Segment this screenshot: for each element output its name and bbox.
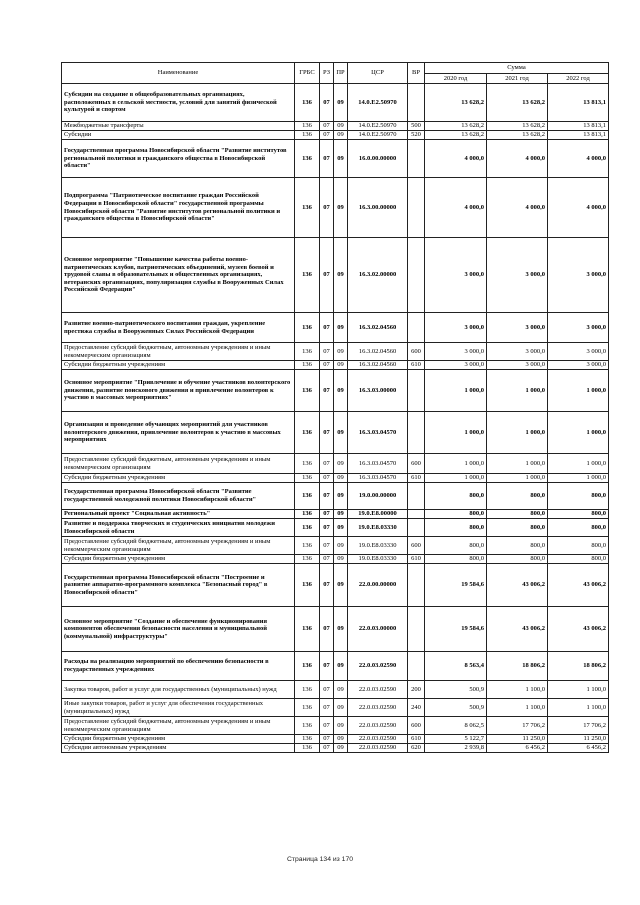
row-csr: 16.3.03.00000 [348,370,408,412]
row-amount-2020: 800,0 [425,510,487,519]
row-amount-2021: 13 628,2 [487,122,548,131]
row-pr: 09 [334,699,348,717]
row-grbs: 136 [295,483,320,510]
row-amount-2022: 43 006,2 [548,607,609,652]
row-rz: 07 [320,717,334,735]
row-amount-2021: 800,0 [487,537,548,555]
row-csr: 19.0.E8.00000 [348,510,408,519]
row-amount-2020: 3 000,0 [425,313,487,343]
row-pr: 09 [334,178,348,238]
row-amount-2020: 2 939,8 [425,744,487,753]
row-rz: 07 [320,652,334,681]
row-name: Субсидии на создание в общеобразовательных организациях, расположенных в сельской местности, условий для занятий физической культурой и спортом [62,84,295,122]
row-vr [408,607,425,652]
table-row [62,537,609,555]
row-amount-2022: 1 100,0 [548,699,609,717]
table-row [62,474,609,483]
table-row [62,555,609,564]
row-vr: 600 [408,454,425,474]
table-row [62,140,609,178]
row-amount-2022: 13 813,1 [548,122,609,131]
row-csr: 16.0.00.00000 [348,140,408,178]
row-vr: 610 [408,555,425,564]
row-amount-2021: 1 000,0 [487,474,548,483]
header-csr: ЦСР [348,63,408,84]
row-vr: 520 [408,131,425,140]
row-csr: 16.3.02.04560 [348,361,408,370]
row-name: Основное мероприятие "Привлечение и обучение участников волонтерского движения, развитие поискового движения и привлечение волонтеров к участию в массовых мероприятиях" [62,370,295,412]
row-rz: 07 [320,84,334,122]
row-name: Предоставление субсидий бюджетным, автономным учреждениям и иным некоммерческим организациям [62,343,295,361]
row-csr: 19.0.00.00000 [348,483,408,510]
row-name: Предоставление субсидий бюджетным, автономным учреждениям и иным некоммерческим организациям [62,717,295,735]
row-amount-2021: 800,0 [487,483,548,510]
row-pr: 09 [334,744,348,753]
table-row [62,178,609,238]
row-amount-2022: 3 000,0 [548,313,609,343]
table-header-row-1 [62,63,609,74]
row-amount-2020: 800,0 [425,537,487,555]
table-row [62,699,609,717]
row-name: Субсидии бюджетным учреждениям [62,474,295,483]
row-vr [408,652,425,681]
table-row [62,454,609,474]
row-rz: 07 [320,122,334,131]
row-rz: 07 [320,744,334,753]
row-grbs: 136 [295,564,320,607]
row-pr: 09 [334,717,348,735]
table-row [62,412,609,454]
row-rz: 07 [320,555,334,564]
row-amount-2022: 800,0 [548,537,609,555]
row-rz: 07 [320,474,334,483]
table-row [62,370,609,412]
row-pr: 09 [334,483,348,510]
row-rz: 07 [320,483,334,510]
row-grbs: 136 [295,510,320,519]
table-row [62,84,609,122]
row-name: Закупка товаров, работ и услуг для государственных (муниципальных) нужд [62,681,295,699]
row-grbs: 136 [295,454,320,474]
row-pr: 09 [334,735,348,744]
row-amount-2020: 500,9 [425,699,487,717]
row-rz: 07 [320,178,334,238]
row-pr: 09 [334,681,348,699]
row-amount-2021: 1 000,0 [487,454,548,474]
row-vr [408,412,425,454]
row-rz: 07 [320,564,334,607]
row-name: Субсидии [62,131,295,140]
row-amount-2022: 1 100,0 [548,681,609,699]
row-amount-2020: 4 000,0 [425,140,487,178]
row-vr [408,483,425,510]
row-vr [408,510,425,519]
header-vr: ВР [408,63,425,84]
row-rz: 07 [320,519,334,537]
row-csr: 22.0.03.02590 [348,744,408,753]
row-csr: 14.0.E2.50970 [348,84,408,122]
row-csr: 14.0.E2.50970 [348,122,408,131]
row-pr: 09 [334,519,348,537]
row-csr: 22.0.00.00000 [348,564,408,607]
row-pr: 09 [334,343,348,361]
row-vr [408,238,425,313]
row-rz: 07 [320,607,334,652]
row-amount-2022: 43 006,2 [548,564,609,607]
row-amount-2020: 13 628,2 [425,122,487,131]
row-amount-2022: 3 000,0 [548,361,609,370]
table-row [62,607,609,652]
row-amount-2020: 1 000,0 [425,412,487,454]
row-amount-2020: 8 062,5 [425,717,487,735]
row-name: Основное мероприятие "Создание и обеспечение функционирования компонентов обеспечения безопасности населения и муниципальной (коммунальной) инфраструктуры" [62,607,295,652]
row-vr: 600 [408,343,425,361]
row-name: Государственная программа Новосибирской области "Построение и развитие аппаратно-программного комплекса "Безопасный город" в Новосибирской области" [62,564,295,607]
row-amount-2020: 19 584,6 [425,607,487,652]
row-name: Субсидии бюджетным учреждениям [62,361,295,370]
row-amount-2021: 13 628,2 [487,131,548,140]
table-row [62,519,609,537]
row-amount-2020: 8 563,4 [425,652,487,681]
row-amount-2020: 13 628,2 [425,131,487,140]
row-amount-2022: 1 000,0 [548,370,609,412]
row-grbs: 136 [295,370,320,412]
table-row [62,652,609,681]
row-amount-2020: 800,0 [425,555,487,564]
row-grbs: 136 [295,519,320,537]
row-rz: 07 [320,343,334,361]
row-amount-2022: 11 250,0 [548,735,609,744]
row-grbs: 136 [295,537,320,555]
row-grbs: 136 [295,699,320,717]
row-grbs: 136 [295,652,320,681]
row-csr: 16.3.02.00000 [348,238,408,313]
row-amount-2021: 43 006,2 [487,564,548,607]
table-row [62,564,609,607]
row-amount-2022: 4 000,0 [548,178,609,238]
row-grbs: 136 [295,735,320,744]
row-vr: 200 [408,681,425,699]
row-grbs: 136 [295,140,320,178]
budget-table [61,62,609,753]
row-amount-2021: 3 000,0 [487,238,548,313]
row-grbs: 136 [295,607,320,652]
header-sum: Сумма [425,63,609,74]
row-name: Государственная программа Новосибирской области "Развитие институтов региональной политики и гражданского общества в Новосибирской области" [62,140,295,178]
row-amount-2020: 1 000,0 [425,454,487,474]
row-amount-2020: 3 000,0 [425,361,487,370]
row-rz: 07 [320,699,334,717]
row-csr: 22.0.03.02590 [348,652,408,681]
table-row [62,510,609,519]
row-amount-2020: 800,0 [425,483,487,510]
row-amount-2021: 800,0 [487,510,548,519]
row-amount-2021: 1 000,0 [487,412,548,454]
row-rz: 07 [320,131,334,140]
row-amount-2020: 5 122,7 [425,735,487,744]
row-amount-2022: 800,0 [548,519,609,537]
row-pr: 09 [334,564,348,607]
row-vr: 600 [408,717,425,735]
table-row [62,744,609,753]
row-name: Субсидии бюджетным учреждениям [62,555,295,564]
row-name: Предоставление субсидий бюджетным, автономным учреждениям и иным некоммерческим организациям [62,454,295,474]
row-amount-2020: 1 000,0 [425,370,487,412]
row-amount-2020: 19 584,6 [425,564,487,607]
row-amount-2022: 13 813,1 [548,84,609,122]
row-name: Межбюджетные трансферты [62,122,295,131]
row-pr: 09 [334,122,348,131]
row-name: Подпрограмма "Патриотическое воспитание граждан Российской Федерации в Новосибирской области" государственной программы Новосибирской области "Развитие институтов региональной политики и гражданского общества в Новосибирской области" [62,178,295,238]
row-amount-2021: 800,0 [487,555,548,564]
row-csr: 14.0.E2.50970 [348,131,408,140]
row-pr: 09 [334,238,348,313]
row-csr: 22.0.03.02590 [348,681,408,699]
row-vr: 240 [408,699,425,717]
row-grbs: 136 [295,681,320,699]
row-name: Основное мероприятие "Повышение качества работы военно-патриотических клубов, патриотических объединений, музеев боевой и трудовой славы в образовательных и общественных организациях, ветеранских организациях, популяризация службы в Вооруженных Силах Российской Федерации" [62,238,295,313]
row-amount-2021: 1 000,0 [487,370,548,412]
header-rz: РЗ [320,63,334,84]
row-amount-2020: 3 000,0 [425,238,487,313]
row-pr: 09 [334,131,348,140]
table-row [62,361,609,370]
row-amount-2021: 6 456,2 [487,744,548,753]
row-amount-2022: 4 000,0 [548,140,609,178]
row-vr [408,370,425,412]
row-vr [408,519,425,537]
row-vr [408,564,425,607]
row-amount-2020: 500,9 [425,681,487,699]
row-name: Субсидии бюджетным учреждениям [62,735,295,744]
row-amount-2022: 3 000,0 [548,238,609,313]
row-grbs: 136 [295,131,320,140]
row-amount-2020: 3 000,0 [425,343,487,361]
row-amount-2021: 3 000,0 [487,313,548,343]
row-amount-2021: 43 006,2 [487,607,548,652]
header-pr: ПР [334,63,348,84]
row-grbs: 136 [295,717,320,735]
row-name: Развитие и поддержка творческих и студенческих инициатив молодежи Новосибирской области [62,519,295,537]
table-row [62,483,609,510]
row-amount-2020: 800,0 [425,519,487,537]
row-amount-2022: 800,0 [548,555,609,564]
table-row [62,343,609,361]
row-amount-2022: 1 000,0 [548,412,609,454]
header-name: Наименование [62,63,295,84]
row-name: Предоставление субсидий бюджетным, автономным учреждениям и иным некоммерческим организациям [62,537,295,555]
page-footer: Страница 134 из 170 [286,856,354,863]
row-grbs: 136 [295,744,320,753]
header-year-2022: 2022 год [548,74,609,84]
row-grbs: 136 [295,178,320,238]
row-pr: 09 [334,370,348,412]
row-vr [408,313,425,343]
row-amount-2022: 18 806,2 [548,652,609,681]
row-pr: 09 [334,313,348,343]
row-amount-2021: 1 100,0 [487,699,548,717]
row-amount-2022: 6 456,2 [548,744,609,753]
row-amount-2021: 3 000,0 [487,343,548,361]
row-csr: 16.3.03.04570 [348,474,408,483]
table-row [62,131,609,140]
row-name: Государственная программа Новосибирской области "Развитие государственной молодежной политики Новосибирской области" [62,483,295,510]
table-row [62,238,609,313]
table-row [62,717,609,735]
row-amount-2022: 800,0 [548,510,609,519]
row-amount-2021: 18 806,2 [487,652,548,681]
row-rz: 07 [320,238,334,313]
row-pr: 09 [334,537,348,555]
row-vr: 620 [408,744,425,753]
row-amount-2021: 1 100,0 [487,681,548,699]
row-pr: 09 [334,555,348,564]
row-vr: 500 [408,122,425,131]
row-rz: 07 [320,681,334,699]
row-rz: 07 [320,361,334,370]
budget-table-body [62,63,609,753]
row-pr: 09 [334,510,348,519]
table-row [62,681,609,699]
row-rz: 07 [320,412,334,454]
row-name: Субсидии автономным учреждениям [62,744,295,753]
row-csr: 22.0.03.02590 [348,699,408,717]
row-amount-2022: 1 000,0 [548,454,609,474]
row-vr [408,84,425,122]
row-pr: 09 [334,474,348,483]
row-pr: 09 [334,84,348,122]
row-csr: 22.0.03.02590 [348,735,408,744]
row-pr: 09 [334,412,348,454]
row-pr: 09 [334,361,348,370]
row-vr: 610 [408,735,425,744]
row-csr: 19.0.E8.03330 [348,519,408,537]
row-amount-2022: 17 706,2 [548,717,609,735]
row-amount-2020: 13 628,2 [425,84,487,122]
row-amount-2022: 3 000,0 [548,343,609,361]
row-pr: 09 [334,607,348,652]
row-csr: 16.3.02.04560 [348,313,408,343]
row-name: Расходы на реализацию мероприятий по обеспечению безопасности в государственных учреждениях [62,652,295,681]
row-grbs: 136 [295,361,320,370]
row-name: Региональный проект "Социальная активность" [62,510,295,519]
row-vr: 600 [408,537,425,555]
row-rz: 07 [320,454,334,474]
row-amount-2020: 4 000,0 [425,178,487,238]
row-vr: 610 [408,361,425,370]
row-amount-2021: 3 000,0 [487,361,548,370]
row-grbs: 136 [295,122,320,131]
row-amount-2022: 1 000,0 [548,474,609,483]
row-csr: 19.0.E8.03330 [348,537,408,555]
row-grbs: 136 [295,555,320,564]
row-rz: 07 [320,735,334,744]
table-row [62,735,609,744]
row-amount-2021: 800,0 [487,519,548,537]
row-vr [408,140,425,178]
row-name: Развитие военно-патриотического воспитания граждан, укрепление престижа службы в Вооруженных Силах Российской Федерации [62,313,295,343]
row-grbs: 136 [295,313,320,343]
row-csr: 16.3.02.04560 [348,343,408,361]
table-row [62,313,609,343]
row-vr [408,178,425,238]
row-csr: 22.0.03.02590 [348,717,408,735]
row-amount-2022: 800,0 [548,483,609,510]
row-grbs: 136 [295,84,320,122]
table-row [62,122,609,131]
row-name: Организация и проведение обучающих мероприятий для участников волонтерского движения, привлечение волонтеров к участию в массовых мероприятиях [62,412,295,454]
row-pr: 09 [334,652,348,681]
row-csr: 16.3.03.04570 [348,454,408,474]
header-year-2020: 2020 год [425,74,487,84]
row-csr: 22.0.03.00000 [348,607,408,652]
row-amount-2021: 17 706,2 [487,717,548,735]
header-year-2021: 2021 год [487,74,548,84]
row-grbs: 136 [295,238,320,313]
row-amount-2021: 11 250,0 [487,735,548,744]
row-pr: 09 [334,140,348,178]
row-amount-2021: 4 000,0 [487,178,548,238]
header-grbs: ГРБС [295,63,320,84]
row-rz: 07 [320,140,334,178]
row-rz: 07 [320,537,334,555]
row-amount-2022: 13 813,1 [548,131,609,140]
row-amount-2021: 13 628,2 [487,84,548,122]
row-csr: 16.3.03.04570 [348,412,408,454]
row-name: Иные закупки товаров, работ и услуг для обеспечения государственных (муниципальных) нужд [62,699,295,717]
row-csr: 19.0.E8.03330 [348,555,408,564]
row-pr: 09 [334,454,348,474]
row-amount-2021: 4 000,0 [487,140,548,178]
row-csr: 16.3.00.00000 [348,178,408,238]
row-rz: 07 [320,510,334,519]
row-grbs: 136 [295,474,320,483]
row-grbs: 136 [295,412,320,454]
row-amount-2020: 1 000,0 [425,474,487,483]
row-rz: 07 [320,313,334,343]
row-rz: 07 [320,370,334,412]
row-grbs: 136 [295,343,320,361]
row-vr: 610 [408,474,425,483]
